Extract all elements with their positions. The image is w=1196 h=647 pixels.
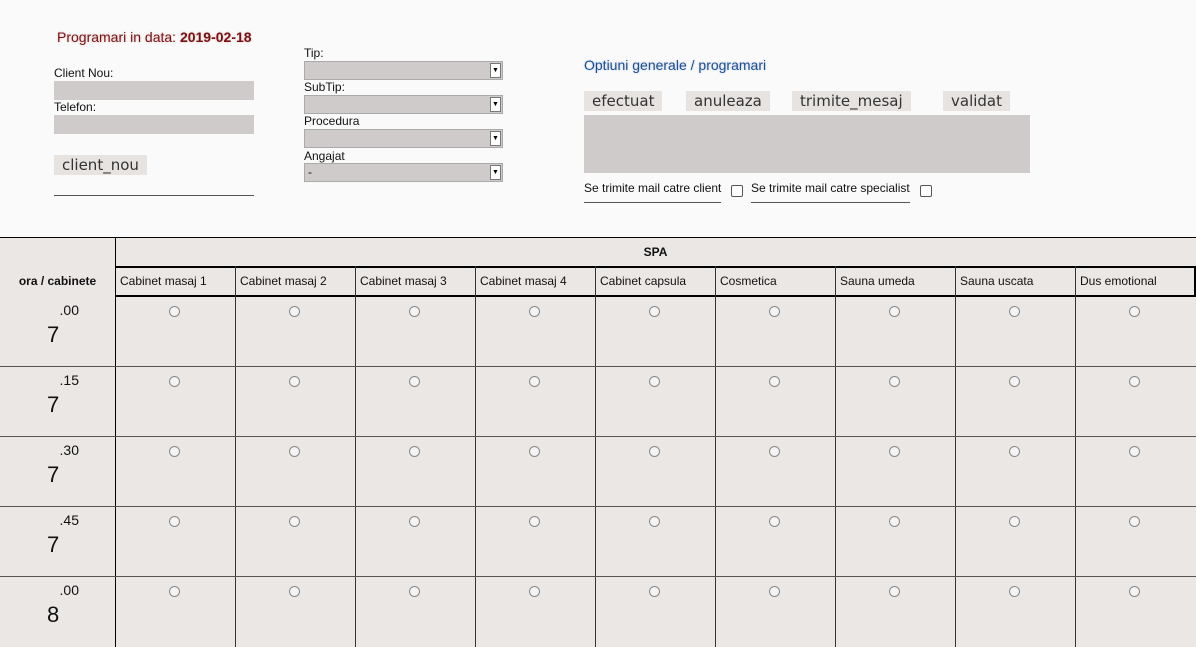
anuleaza-button[interactable]: anuleaza xyxy=(686,91,770,111)
slot-radio[interactable] xyxy=(1129,376,1140,387)
row-header-divider xyxy=(115,238,116,647)
procedura-select[interactable] xyxy=(304,129,503,148)
column-header: Cabinet masaj 2 xyxy=(240,274,327,288)
column-header: Sauna uscata xyxy=(960,274,1034,288)
slot-radio[interactable] xyxy=(649,306,660,317)
column-divider xyxy=(235,266,236,647)
time-hour: 7 xyxy=(47,532,60,557)
slot-radio[interactable] xyxy=(289,446,300,457)
mail-client-checkbox[interactable] xyxy=(731,185,743,197)
validat-button[interactable]: validat xyxy=(943,91,1010,111)
slot-radio[interactable] xyxy=(529,516,540,527)
column-divider xyxy=(955,266,956,647)
slot-radio[interactable] xyxy=(889,446,900,457)
subtip-label: SubTip: xyxy=(304,80,345,94)
column-divider xyxy=(715,266,716,647)
telefon-input[interactable] xyxy=(54,115,254,134)
slot-radio[interactable] xyxy=(529,376,540,387)
notes-textarea[interactable] xyxy=(584,115,1030,173)
chevron-down-icon: ▼ xyxy=(490,165,501,180)
slot-radio[interactable] xyxy=(1009,586,1020,597)
schedule-grid xyxy=(0,237,1196,647)
slot-radio[interactable] xyxy=(169,376,180,387)
mail-specialist-label: Se trimite mail catre specialist xyxy=(751,181,910,195)
slot-radio[interactable] xyxy=(1129,306,1140,317)
slot-radio[interactable] xyxy=(1009,516,1020,527)
page-title xyxy=(57,29,252,45)
column-divider xyxy=(355,266,356,647)
slot-radio[interactable] xyxy=(649,586,660,597)
chevron-down-icon: ▼ xyxy=(490,131,501,146)
client-nou-button[interactable]: client_nou xyxy=(54,155,147,175)
time-minute: .45 xyxy=(59,512,79,528)
procedura-label: Procedura xyxy=(304,114,360,128)
efectuat-button[interactable]: efectuat xyxy=(584,91,662,111)
chevron-down-icon: ▼ xyxy=(490,97,501,112)
column-header: Cabinet masaj 4 xyxy=(480,274,567,288)
time-hour: 7 xyxy=(47,462,60,487)
slot-radio[interactable] xyxy=(169,586,180,597)
time-hour: 7 xyxy=(47,392,60,417)
selected-date: 2019-02-18 xyxy=(179,29,252,45)
mail-specialist-checkbox[interactable] xyxy=(920,185,932,197)
title-prefix: Programari in data: xyxy=(57,29,177,45)
slot-radio[interactable] xyxy=(769,306,780,317)
slot-radio[interactable] xyxy=(529,446,540,457)
row-header-label: ora / cabinete xyxy=(18,274,97,288)
slot-radio[interactable] xyxy=(769,516,780,527)
options-title: Optiuni generale / programari xyxy=(584,57,767,73)
chevron-down-icon: ▼ xyxy=(490,63,501,78)
slot-radio[interactable] xyxy=(289,376,300,387)
slot-radio[interactable] xyxy=(1009,376,1020,387)
mail-specialist-underline xyxy=(751,202,910,203)
slot-radio[interactable] xyxy=(1129,516,1140,527)
subtip-select[interactable] xyxy=(304,95,503,114)
slot-radio[interactable] xyxy=(409,586,420,597)
tip-label: Tip: xyxy=(304,46,324,60)
slot-radio[interactable] xyxy=(409,376,420,387)
client-nou-input[interactable] xyxy=(54,81,254,100)
slot-radio[interactable] xyxy=(769,376,780,387)
angajat-select[interactable] xyxy=(304,163,503,182)
time-minute: .00 xyxy=(59,302,79,318)
slot-radio[interactable] xyxy=(289,586,300,597)
time-minute: .30 xyxy=(59,442,79,458)
angajat-select-value: - xyxy=(308,165,312,179)
column-divider xyxy=(475,266,476,647)
time-hour: 7 xyxy=(47,322,60,347)
row-divider xyxy=(0,366,1196,367)
trimite-mesaj-button[interactable]: trimite_mesaj xyxy=(792,91,911,111)
tip-select[interactable] xyxy=(304,61,503,80)
slot-radio[interactable] xyxy=(889,586,900,597)
column-header: Dus emotional xyxy=(1080,274,1157,288)
slot-radio[interactable] xyxy=(649,516,660,527)
column-header: Cabinet capsula xyxy=(600,274,687,288)
time-hour: 8 xyxy=(47,602,60,627)
row-divider xyxy=(0,436,1196,437)
slot-radio[interactable] xyxy=(289,306,300,317)
column-header: Sauna umeda xyxy=(840,274,915,288)
client-form-divider xyxy=(54,195,254,196)
column-divider xyxy=(835,266,836,647)
spa-group-header: SPA xyxy=(643,245,668,259)
slot-radio[interactable] xyxy=(889,376,900,387)
slot-radio[interactable] xyxy=(169,306,180,317)
column-divider xyxy=(595,266,596,647)
slot-radio[interactable] xyxy=(169,516,180,527)
slot-radio[interactable] xyxy=(889,516,900,527)
slot-radio[interactable] xyxy=(1009,306,1020,317)
mail-client-underline xyxy=(584,202,721,203)
slot-radio[interactable] xyxy=(649,376,660,387)
row-divider xyxy=(0,506,1196,507)
column-header: Cabinet masaj 1 xyxy=(120,274,207,288)
slot-radio[interactable] xyxy=(889,306,900,317)
column-divider xyxy=(1075,266,1076,647)
slot-radio[interactable] xyxy=(529,586,540,597)
slot-radio[interactable] xyxy=(1009,446,1020,457)
time-minute: .15 xyxy=(59,372,79,388)
slot-radio[interactable] xyxy=(409,446,420,457)
slot-radio[interactable] xyxy=(289,516,300,527)
client-nou-label: Client Nou: xyxy=(54,66,114,80)
column-header: Cabinet masaj 3 xyxy=(360,274,447,288)
mail-client-label: Se trimite mail catre client xyxy=(584,181,722,195)
slot-radio[interactable] xyxy=(769,586,780,597)
header-bottom-border xyxy=(115,295,1196,297)
slot-radio[interactable] xyxy=(409,306,420,317)
slot-radio[interactable] xyxy=(649,446,660,457)
row-divider xyxy=(0,576,1196,577)
column-header: Cosmetica xyxy=(720,274,777,288)
slot-radio[interactable] xyxy=(169,446,180,457)
angajat-label: Angajat xyxy=(304,149,345,163)
telefon-label: Telefon: xyxy=(54,100,97,114)
slot-radio[interactable] xyxy=(409,516,420,527)
time-minute: .00 xyxy=(59,582,79,598)
slot-radio[interactable] xyxy=(1129,446,1140,457)
slot-radio[interactable] xyxy=(769,446,780,457)
slot-radio[interactable] xyxy=(529,306,540,317)
slot-radio[interactable] xyxy=(1129,586,1140,597)
